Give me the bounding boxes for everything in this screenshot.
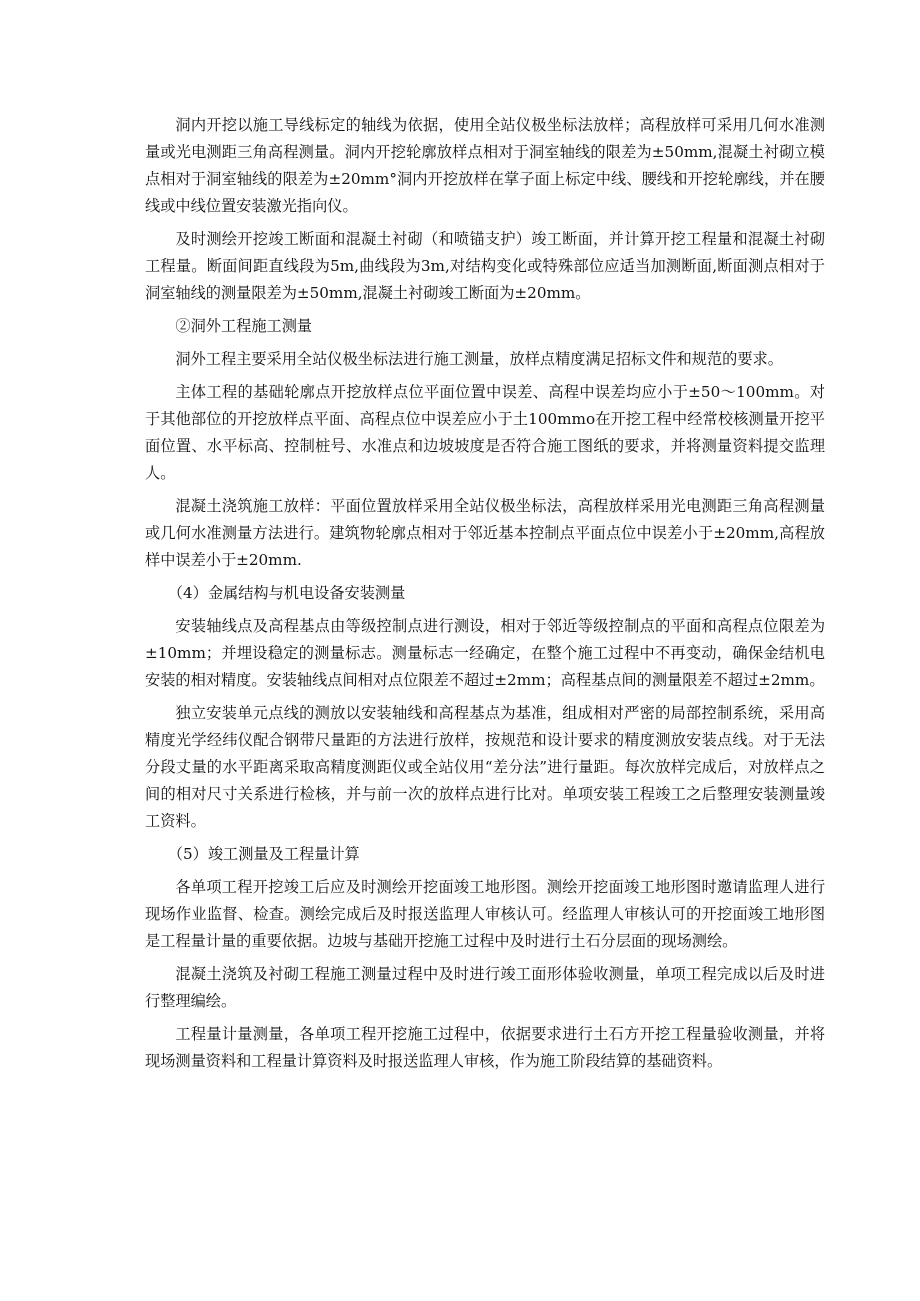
paragraph-completion-sections: 及时测绘开挖竣工断面和混凝土衬砌（和喷锚支护）竣工断面，并计算开挖工程量和混凝土衬砌工程量。断面间距直线段为5m,曲线段为3m,对结构变化或特殊部位应适当加测断面,断面测点相对于洞室轴线的测量限差为±50mm,混凝土衬砌竣工断面为±20mm。: [145, 230, 825, 302]
paragraph-tunnel-excavation-layout: 洞内开挖以施工导线标定的轴线为依据，使用全站仪极坐标法放样；高程放样可采用几何水准测量或光电测距三角高程测量。洞内开挖轮廓放样点相对于洞室轴线的限差为±50mm,混凝土衬砌立模点相对于洞室轴线的限差为±20mm°洞内开挖放样在掌子面上标定中线、腰线和开挖轮廓线，并在腰线或中线位置安装激光指向仪。: [145, 116, 825, 215]
paragraph-outside-tunnel-method: 洞外工程主要采用全站仪极坐标法进行施工测量，放样点精度满足招标文件和规范的要求。: [175, 350, 783, 368]
paragraph-foundation-contour-accuracy: 主体工程的基础轮廓点开挖放样点位平面位置中误差、高程中误差均应小于±50～100mm。对于其他部位的开挖放样点平面、高程点位中误差应小于土100mmo在开挖工程中经常校核测量开挖平面位置、水平标高、控制桩号、水准点和边坡坡度是否符合施工图纸的要求，并将测量资料提交监理人。: [145, 383, 825, 482]
paragraph-quantity-measurement: 工程量计量测量，各单项工程开挖施工过程中，依据要求进行土石方开挖工程量验收测量，并将现场测量资料和工程量计算资料及时报送监理人审核，作为施工阶段结算的基础资料。: [145, 1025, 825, 1070]
heading-metal-structure-installation: （4）金属结构与机电设备安装测量: [167, 584, 406, 602]
document-body: [145, 112, 825, 1081]
paragraph-concrete-pouring-layout: 混凝土浇筑施工放样：平面位置放样采用全站仪极坐标法，高程放样采用光电测距三角高程测量或几何水准测量方法进行。建筑物轮廓点相对于邻近基本控制点平面点位中误差小于±20mm,高程放样中误差小于±20mm.: [145, 497, 825, 569]
paragraph-independent-installation-units: 独立安装单元点线的测放以安装轴线和高程基点为基准，组成相对严密的局部控制系统，采用高精度光学经纬仪配合钢带尺量距的方法进行放样，按规范和设计要求的精度测放安装点线。对于无法分段丈量的水平距离采取高精度测距仪或全站仪用“差分法”进行量距。每次放样完成后，对放样点之间的相对尺寸关系进行检核，并与前一次的放样点进行比对。单项安装工程竣工之后整理安装测量竣工资料。: [145, 704, 825, 830]
paragraph-completion-topographic-map: 各单项工程开挖竣工后应及时测绘开挖面竣工地形图。测绘开挖面竣工地形图时邀请监理人进行现场作业监督、检查。测绘完成后及时报送监理人审核认可。经监理人审核认可的开挖面竣工地形图是工程量计量的重要依据。边坡与基础开挖施工过程中及时进行土石分层面的现场测绘。: [145, 878, 825, 950]
heading-completion-survey: （5）竣工测量及工程量计算: [167, 845, 360, 863]
heading-outside-tunnel-survey: ②洞外工程施工测量: [175, 317, 313, 335]
paragraph-installation-axis-points: 安装轴线点及高程基点由等级控制点进行测设，相对于邻近等级控制点的平面和高程点位限差为±10mm；并埋设稳定的测量标志。测量标志一经确定，在整个施工过程中不再变动，确保金结机电安装的相对精度。安装轴线点间相对点位限差不超过±2mm；高程基点间的测量限差不超过±2mm。: [145, 617, 825, 689]
paragraph-concrete-lining-acceptance: 混凝土浇筑及衬砌工程施工测量过程中及时进行竣工面形体验收测量，单项工程完成以后及时进行整理编绘。: [145, 965, 825, 1010]
